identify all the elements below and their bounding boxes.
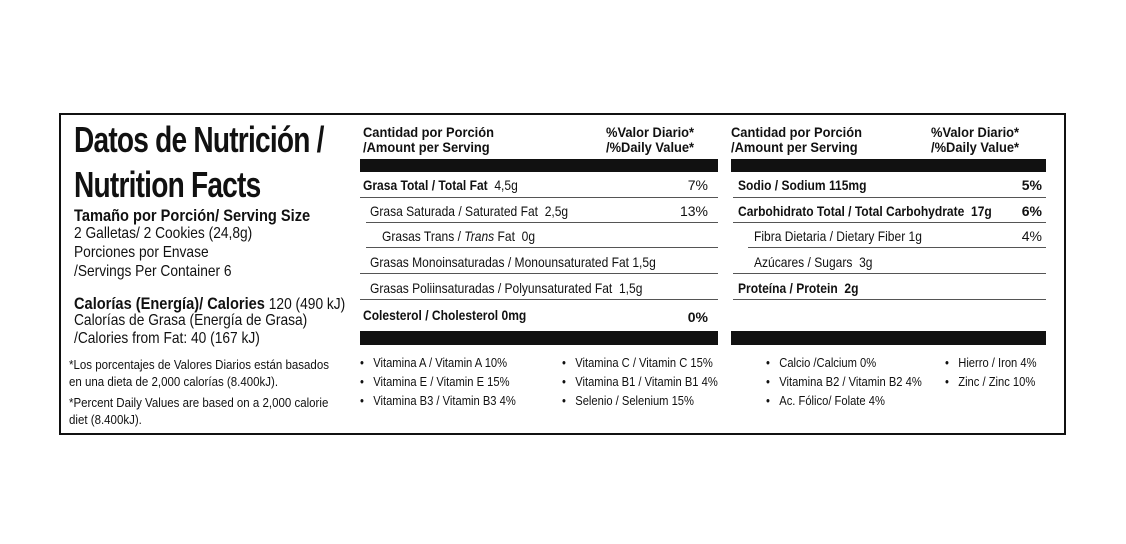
carbohydrate-pct: 6%	[1021, 203, 1042, 219]
carbohydrate-row	[738, 203, 992, 219]
sugars-label: Azúcares / Sugars	[754, 254, 853, 270]
cholesterol-pct: 0%	[687, 309, 708, 325]
t1-divider	[366, 222, 718, 223]
fiber-amount: 1g	[908, 228, 922, 244]
vitamin-b2-text: Vitamina B2 / Vitamin B2 4%	[779, 374, 922, 389]
trans-fat-label-italic: Trans	[464, 228, 495, 244]
t2-header-bar	[731, 159, 1046, 172]
t1-divider	[366, 247, 718, 248]
fiber-label: Fibra Dietaria / Dietary Fiber	[754, 228, 906, 244]
bullet-icon: •	[562, 374, 566, 389]
mono-fat-label: Grasas Monoinsaturadas / Monounsaturated Fat	[370, 254, 630, 270]
iron-text: Hierro / Iron 4%	[958, 355, 1037, 370]
bullet-icon: •	[945, 355, 949, 370]
vitamin-c	[562, 355, 713, 370]
calories-line	[74, 294, 389, 314]
carbohydrate-amount: 17g	[971, 203, 992, 219]
servings-per-container-es: Porciones por Envase	[74, 244, 209, 261]
t1-amount-header-en: /Amount per Serving	[363, 139, 490, 155]
vitamin-e	[360, 374, 510, 389]
bullet-icon: •	[766, 374, 770, 389]
bullet-icon: •	[766, 393, 770, 408]
calories-from-fat-es: Calorías de Grasa (Energía de Grasa)	[74, 312, 308, 329]
serving-size-label: Tamaño por Porción/ Serving Size	[74, 206, 311, 225]
saturated-fat-amount: 2,5g	[544, 203, 569, 219]
selenium	[562, 393, 694, 408]
total-fat-amount: 4,5g	[494, 177, 518, 193]
t2-divider	[733, 197, 1046, 198]
cholesterol-label: Colesterol / Cholesterol	[363, 307, 499, 323]
vitamin-b3-text: Vitamina B3 / Vitamin B3 4%	[373, 393, 516, 408]
zinc	[945, 374, 1035, 389]
footnote-es-2: en una dieta de 2,000 calorías (8.400kJ).	[69, 375, 279, 389]
calcium	[766, 355, 876, 370]
calcium-text: Calcio /Calcium 0%	[779, 355, 877, 370]
bullet-icon: •	[766, 355, 770, 370]
folate	[766, 393, 885, 408]
t1-amount-header-es: Cantidad por Porción	[363, 124, 494, 140]
calories-label: Calorías (Energía)/ Calories	[74, 294, 265, 313]
t2-divider	[733, 222, 1046, 223]
total-fat-label: Grasa Total / Total Fat	[363, 177, 488, 193]
fiber-pct: 4%	[1021, 228, 1042, 244]
saturated-fat-row	[370, 203, 568, 219]
footnote-en-1: *Percent Daily Values are based on a 2,000 calorie	[69, 396, 329, 410]
mono-fat-row	[370, 254, 656, 270]
mono-fat-amount: 1,5g	[632, 254, 656, 270]
t1-bottom-bar	[360, 331, 718, 345]
vitamin-a	[360, 355, 507, 370]
t1-divider	[360, 197, 718, 198]
vitamin-b1	[562, 374, 718, 389]
vitamin-c-text: Vitamina C / Vitamin C 15%	[575, 355, 713, 370]
trans-fat-label: Grasas Trans /	[382, 228, 465, 244]
vitamin-a-text: Vitamina A / Vitamin A 10%	[373, 355, 508, 370]
poly-fat-label: Grasas Poliinsaturadas / Polyunsaturated Fat	[370, 280, 613, 296]
vitamin-b3	[360, 393, 516, 408]
selenium-text: Selenio / Selenium 15%	[575, 393, 694, 408]
sugars-amount: 3g	[859, 254, 873, 270]
bullet-icon: •	[360, 374, 364, 389]
t2-dv-header-es: %Valor Diario*	[931, 124, 1020, 140]
bullet-icon: •	[360, 393, 364, 408]
vitamin-b2	[766, 374, 922, 389]
bullet-icon: •	[562, 393, 566, 408]
trans-fat-row	[382, 228, 535, 244]
calories-from-fat-en: /Calories from Fat: 40 (167 kJ)	[74, 330, 260, 347]
t1-divider	[360, 273, 718, 274]
cholesterol-amount: 0mg	[501, 307, 527, 323]
total-fat-pct: 7%	[687, 177, 708, 193]
bullet-icon: •	[562, 355, 566, 370]
total-fat-row	[363, 177, 518, 193]
calories-value: 120 (490 kJ)	[268, 296, 346, 313]
t2-divider	[733, 273, 1046, 274]
poly-fat-row	[370, 280, 642, 296]
footnote-en-2: diet (8.400kJ).	[69, 413, 142, 427]
iron	[945, 355, 1037, 370]
carbohydrate-label: Carbohidrato Total / Total Carbohydrate	[738, 203, 965, 219]
vitamin-e-text: Vitamina E / Vitamin E 15%	[373, 374, 510, 389]
trans-fat-label-end: Fat	[494, 228, 515, 244]
folate-text: Ac. Fólico/ Folate 4%	[779, 393, 885, 408]
trans-fat-amount: 0g	[521, 228, 536, 244]
title-spanish: Datos de Nutrición /	[74, 119, 324, 160]
t1-header-bar	[360, 159, 718, 172]
zinc-text: Zinc / Zinc 10%	[958, 374, 1036, 389]
protein-row	[738, 280, 858, 296]
sodium-row	[738, 177, 866, 193]
t2-amount-header-es: Cantidad por Porción	[731, 124, 862, 140]
sodium-pct: 5%	[1021, 177, 1042, 193]
footnote-es-1: *Los porcentajes de Valores Diarios están basados	[69, 358, 329, 372]
t1-divider	[360, 299, 718, 300]
sugars-row	[754, 254, 872, 270]
saturated-fat-pct: 13%	[679, 203, 708, 219]
sodium-label: Sodio / Sodium	[738, 177, 826, 193]
t2-bottom-bar	[731, 331, 1046, 345]
t2-divider	[733, 299, 1046, 300]
fiber-row	[754, 228, 922, 244]
servings-per-container-en: /Servings Per Container 6	[74, 263, 232, 280]
bullet-icon: •	[360, 355, 364, 370]
sodium-amount: 115mg	[828, 177, 867, 193]
cholesterol-row	[363, 307, 526, 323]
protein-label: Proteína / Protein	[738, 280, 838, 296]
poly-fat-amount: 1,5g	[618, 280, 643, 296]
bullet-icon: •	[945, 374, 949, 389]
t2-dv-header-en: /%Daily Value*	[931, 139, 1020, 155]
serving-size-value: 2 Galletas/ 2 Cookies (24,8g)	[74, 225, 253, 242]
vitamin-b1-text: Vitamina B1 / Vitamin B1 4%	[575, 374, 718, 389]
protein-amount: 2g	[844, 280, 859, 296]
t2-amount-header-en: /Amount per Serving	[731, 139, 858, 155]
title-english: Nutrition Facts	[74, 164, 261, 205]
t1-dv-header-es: %Valor Diario*	[606, 124, 695, 140]
saturated-fat-label: Grasa Saturada / Saturated Fat	[370, 203, 538, 219]
t1-dv-header-en: /%Daily Value*	[606, 139, 695, 155]
t2-divider	[748, 247, 1046, 248]
